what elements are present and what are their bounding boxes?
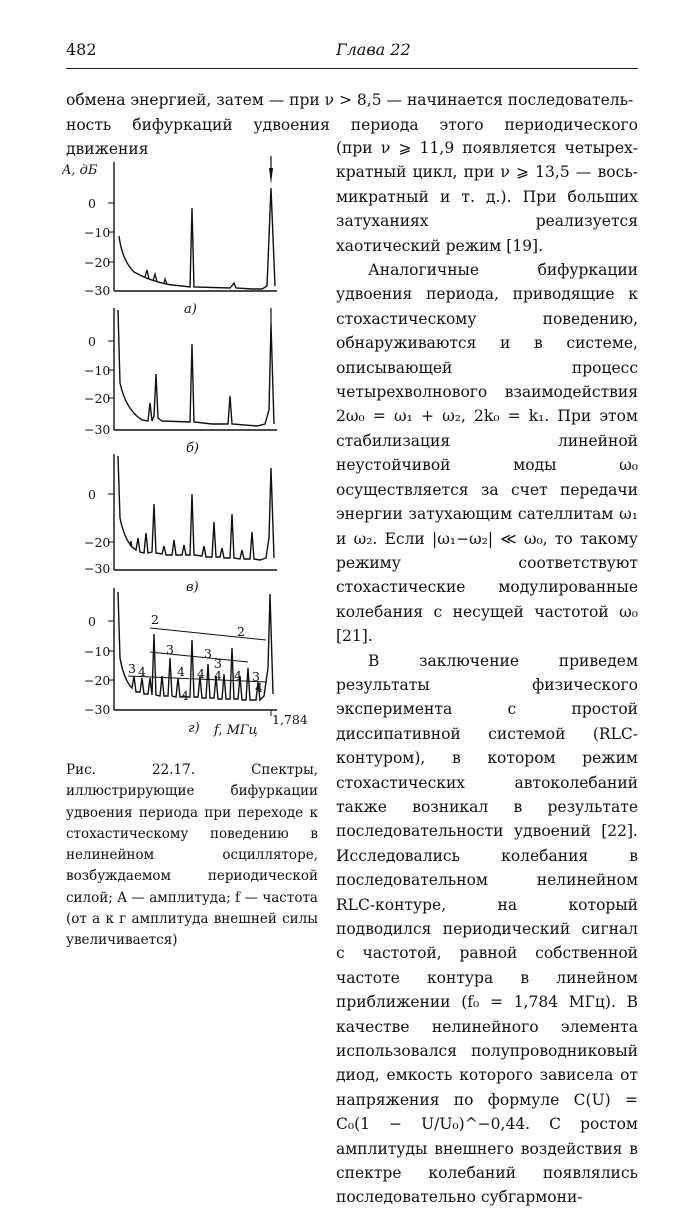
peak-annotation: 2 (151, 612, 159, 627)
peak-annotation: 4 (177, 664, 185, 679)
spectrum-line-c (118, 456, 274, 560)
peak-annotation: 4 (255, 680, 263, 695)
paragraph-3: В заключение приведем результаты физического эксперимента с простой диссипативной системой (RLC-контуром), в котором режим стохастических автоколебаний также возникал в результате последовательности удвоений [22]. Исследовались колебания в последовательном нелинейном RLC-контуре, на который подводился периодический сигнал с частотой, равной собственной частоте контура в линейном приближении (f₀ = 1,784 МГц). В качестве нелинейного элемента использовался полупроводниковый диод, емкость которого зависела от напряжения по формуле C(U) = C₀(1 − U/U₀)^−0,44. С ростом амплитуды внешнего воздействия в спектре колебаний появлялись последовательно субгармони- (336, 651, 638, 1207)
peak-annotation: 3 (252, 669, 260, 684)
tick-label: −20 (84, 673, 111, 688)
panel-label-b: б) (186, 441, 200, 456)
x-axis-label: f, МГц (214, 723, 258, 738)
page-number: 482 (66, 40, 97, 59)
panel-label-d: г) (188, 721, 200, 736)
peak-annotation: 3 (214, 656, 222, 671)
spectrum-line-b (118, 310, 274, 426)
tick-label: 0 (88, 614, 96, 629)
panel-label-c: в) (186, 580, 199, 595)
tick-label: −20 (84, 535, 111, 550)
tick-label: 0 (88, 196, 96, 211)
right-column-text (336, 136, 638, 1210)
peak-annotation: 4 (214, 668, 222, 683)
tick-label: −10 (84, 644, 111, 659)
peak-annotation: 3 (204, 646, 212, 661)
peak-annotation: 3 (166, 642, 174, 657)
tick-label: −10 (84, 225, 111, 240)
peak-annotation: 4 (181, 688, 189, 703)
arrow-marker (269, 168, 273, 184)
peak-annotation: 4 (138, 664, 146, 679)
peak-annotation: 4 (234, 668, 242, 683)
tick-label: −20 (84, 255, 111, 270)
tick-label: −30 (84, 561, 111, 576)
tick-label: −30 (84, 422, 111, 437)
peak-annotation: 2 (237, 624, 245, 639)
tick-label: 0 (88, 487, 96, 502)
tick-label: −10 (84, 363, 111, 378)
panel-d (84, 588, 308, 738)
figure-caption: Рис. 22.17. Спектры, иллюстрирующие бифуркации удвоения периода при переходе к стохастическому поведению в нелинейном осцилляторе, возбуждаемом периодической силой; A — амплитуда; f — частота (от а к г амплитуда внешней силы увеличивается) (66, 762, 318, 949)
panel-label-a: а) (184, 302, 197, 317)
paragraph-2: Аналогичные бифуркации удвоения периода, приводящие к стохастическому поведению, обнаруживаются и в системе, описывающей процесс четырехволнового взаимодействия 2ω₀ = ω₁ + ω₂, 2k₀ = k₁. При этом стабилизация линейной неустойчивой моды ω₀ осуществляется за счет передачи энергии затухающим сателлитам ω₁ и ω₂. Если |ω₁−ω₂| ≪ ω₀, то такому режиму соответствуют стохастические модулированные колебания с несущей частотой ω₀ [21]. (336, 261, 638, 646)
spectrum-line-d (118, 592, 273, 700)
running-header: Глава 22 (336, 40, 411, 59)
panel-c (84, 454, 277, 595)
peak-annotation: 4 (197, 666, 205, 681)
spectrum-line-c-ticks (130, 541, 132, 548)
panel-a (84, 156, 277, 317)
y-axis-label: A, дБ (62, 163, 98, 178)
intro-line-2: ность бифуркаций удвоения периода этого периодического движения (66, 116, 638, 158)
header-rule (66, 68, 638, 69)
spectra-figure (62, 148, 322, 748)
tick-label: −30 (84, 283, 111, 298)
spectrum-line-a (119, 188, 275, 289)
f0-label: 1,784 (272, 712, 308, 727)
panel-b (84, 308, 277, 456)
paragraph-1: (при ν ⩾ 11,9 появляется четырех-кратный цикл, при ν ⩾ 13,5 — вось-микратный и т. д.). При больших затуханиях реализуется хаотический режим [19]. (336, 139, 638, 255)
intro-line-1: обмена энергией, затем — при ν > 8,5 — начинается последователь- (66, 91, 634, 109)
tick-label: −30 (84, 702, 111, 717)
tick-label: −20 (84, 391, 111, 406)
tick-label: 0 (88, 334, 96, 349)
peak-annotation: 3 (128, 661, 136, 676)
